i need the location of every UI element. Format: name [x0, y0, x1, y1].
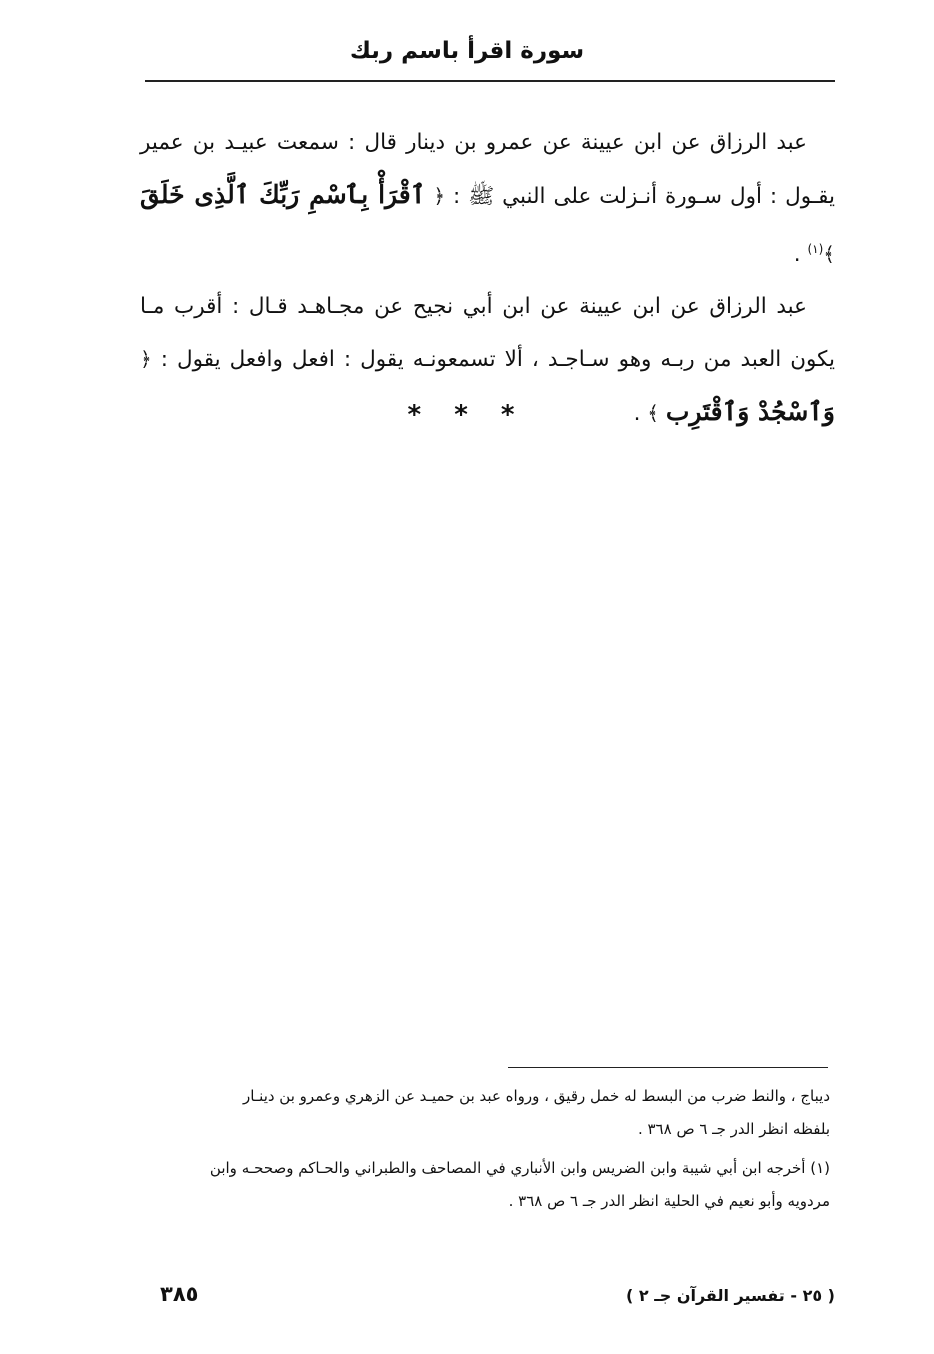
quran-verse-2: وَٱسْجُدْ وَٱقْتَرِب — [665, 397, 835, 427]
section-separator: * * * — [407, 400, 527, 430]
paragraph-1-text: عبد الرزاق عن ابن عيينة عن عمرو بن دينار قال : سمعت عبيـد بن عمير يقـول : أول سـورة أنـزلت على النبي ﷺ : — [140, 130, 835, 209]
footnote-rule — [508, 1067, 828, 1068]
footnote-1-line-2: مردويه وأبو نعيم في الحلية انظر الدر جـ ٦ ص ٣٦٨ . — [508, 1192, 830, 1210]
page-footer — [160, 1282, 835, 1312]
footnote-continued — [135, 1080, 830, 1146]
footnote-1-line-1: (١) أخرجه ابن أبي شيبة وابن الضريس وابن الأنباري في المصاحف والطبراني والحـاكم وصححـه وابن — [209, 1159, 830, 1177]
paragraph-2-text: عبد الرزاق عن ابن عيينة عن ابن أبي نجيح عن مجـاهـد قـال : أقرب مـا يكون العبد من ربـه وهو سـاجـد ، ألا تسمعونـه يقول : افعل وافعل يقول : — [140, 294, 835, 373]
verse-bracket-close: ﴾ — [647, 401, 659, 426]
paragraph-2-end: . — [633, 401, 648, 427]
footnotes — [135, 1080, 830, 1224]
footnote-continued-line-1: ديباج ، والنط ضرب من البسط له خمل رقيق ، ورواه عبد بن حميـد عن الزهري وعمرو بن دينـار — [242, 1087, 830, 1105]
header-rule — [145, 80, 835, 82]
footnote-ref-1[interactable]: (١) — [807, 242, 824, 256]
verse-bracket-open: ﴿ — [433, 184, 446, 208]
running-head: سورة اقرأ باسم ربك — [349, 38, 585, 64]
quran-verse-1: ٱقْرَأْ بِٱسْمِ رَبِّكَ ٱلَّذِى خَلَقَ — [140, 180, 426, 209]
paragraph-1 — [140, 117, 835, 281]
footnote-continued-line-2: بلفظه انظر الدر جـ ٦ ص ٣٦٨ . — [637, 1120, 830, 1138]
footnote-1 — [135, 1152, 830, 1218]
verse-bracket-close: ﴾ — [823, 242, 835, 267]
book-signature: ( ٢٥ - تفسير القرآن جـ ٢ ) — [626, 1286, 835, 1305]
page-number: ٣٨٥ — [160, 1282, 199, 1306]
main-text — [140, 117, 835, 440]
verse-bracket-open: ﴿ — [140, 347, 152, 372]
paragraph-1-end: . — [793, 242, 808, 268]
